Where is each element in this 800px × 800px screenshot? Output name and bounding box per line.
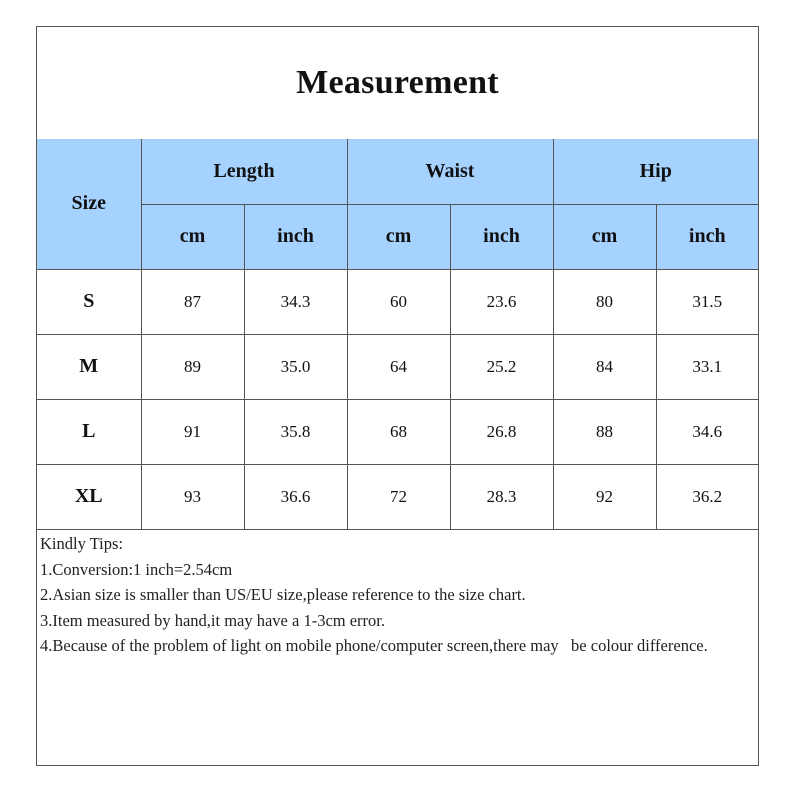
table-header-row [37, 139, 758, 204]
tip-line: 3.Item measured by hand,it may have a 1-3cm error. [40, 610, 386, 630]
table-cell: 35.0 [244, 334, 347, 399]
table-cell: 36.2 [656, 464, 758, 529]
table-cell: 84 [553, 334, 656, 399]
table-cell: 33.1 [656, 334, 758, 399]
table-row [37, 399, 758, 464]
waist-group-header: Waist [347, 139, 553, 204]
table-cell: 92 [553, 464, 656, 529]
title-banner [37, 27, 758, 140]
table-cell: 34.6 [656, 399, 758, 464]
table-cell: 28.3 [450, 464, 553, 529]
hip-group-header: Hip [553, 139, 758, 204]
table-cell: 60 [347, 269, 450, 334]
table-unit-row [37, 204, 758, 269]
table-row [37, 464, 758, 529]
table-row [37, 334, 758, 399]
table-cell: 87 [141, 269, 244, 334]
unit-header: inch [450, 204, 553, 269]
size-cell: M [37, 334, 141, 399]
length-group-header: Length [141, 139, 347, 204]
table-cell: 64 [347, 334, 450, 399]
size-cell: L [37, 399, 141, 464]
size-table [37, 139, 758, 530]
tips-section [40, 531, 756, 659]
size-column-header: Size [37, 139, 141, 269]
table-cell: 93 [141, 464, 244, 529]
unit-header: cm [347, 204, 450, 269]
size-cell: S [37, 269, 141, 334]
size-chart-sheet [36, 26, 759, 766]
table-cell: 88 [553, 399, 656, 464]
tip-line: 1.Conversion:1 inch=2.54cm [40, 559, 233, 579]
unit-header: inch [656, 204, 758, 269]
table-cell: 31.5 [656, 269, 758, 334]
tip-line: 2.Asian size is smaller than US/EU size,please reference to the size chart. [40, 585, 526, 604]
table-cell: 25.2 [450, 334, 553, 399]
table-row [37, 269, 758, 334]
table-cell: 36.6 [244, 464, 347, 529]
page-title: Measurement [296, 64, 499, 101]
table-cell: 26.8 [450, 399, 553, 464]
unit-header: cm [553, 204, 656, 269]
table-cell: 23.6 [450, 269, 553, 334]
table-cell: 80 [553, 269, 656, 334]
tips-heading: Kindly Tips: [40, 534, 123, 553]
tip-line: 4.Because of the problem of light on mobile phone/computer screen,there may be colour difference. [40, 636, 708, 655]
unit-header: cm [141, 204, 244, 269]
table-cell: 72 [347, 464, 450, 529]
table-cell: 35.8 [244, 399, 347, 464]
table-cell: 34.3 [244, 269, 347, 334]
table-cell: 89 [141, 334, 244, 399]
unit-header: inch [244, 204, 347, 269]
size-cell: XL [37, 464, 141, 529]
table-cell: 91 [141, 399, 244, 464]
table-cell: 68 [347, 399, 450, 464]
